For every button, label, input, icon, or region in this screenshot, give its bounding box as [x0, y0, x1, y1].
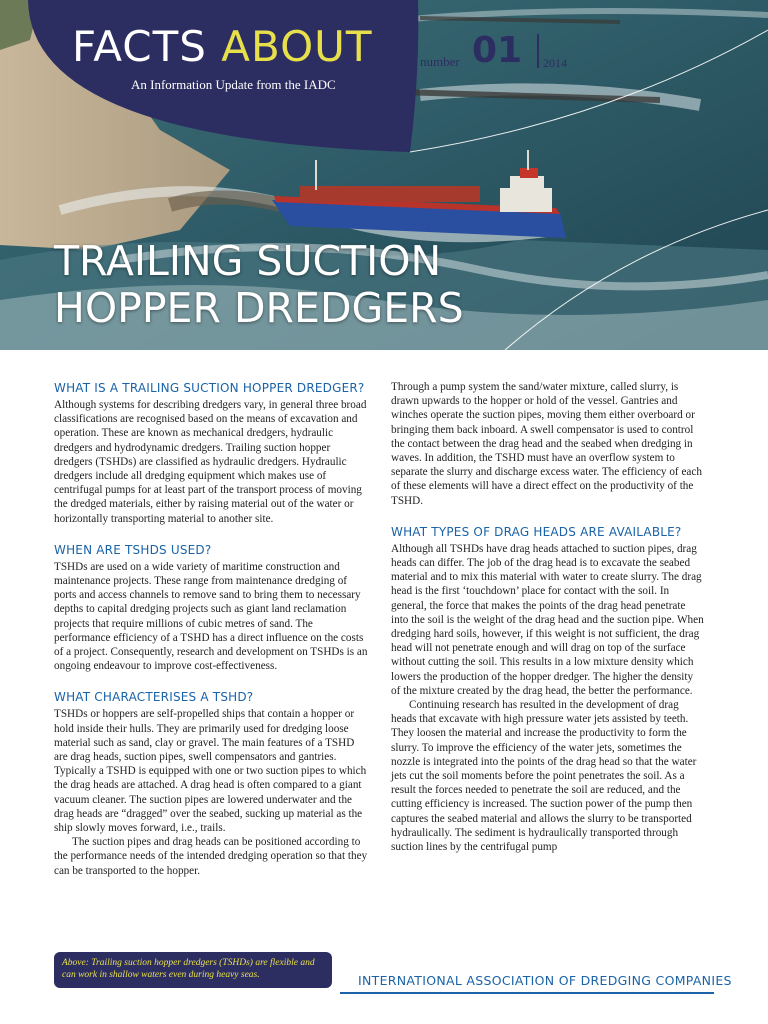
- section-body-pump-system: Through a pump system the sand/water mixture, called slurry, is drawn upwards to the hopper or hold of the vessel. Gantries and winches operate the suction pipes, moving them either overboard or bringing them back inboard. A swell compensator is used to control the contact between the drag head and the seabed when dredging in waves. In addition, the TSHD must have an overflow system to separate the slurry and discharge excess water. The efficiency of each of these elements will have a direct effect on the productivity of the TSHD.: [391, 381, 702, 507]
- section-heading-when-used: WHEN ARE TSHDS USED?: [54, 542, 212, 557]
- photo-caption: Above: Trailing suction hopper dredgers (TSHDs) are flexible and can work in shallow waters even during heavy seas.: [54, 952, 332, 988]
- issue-label: number: [420, 54, 460, 69]
- section-body-drag-heads-2: Continuing research has resulted in the development of drag heads that excavate with high pressure water jets assisted by teeth. They loosen the material and increase the productivity to form the slurry. To improve the efficiency of the water jets, sometimes the nozzle is integrated into the points of the drag head so that the water jets cut the soil moments before the point penetrates the soil. As a result the forces needed to penetrate the soil are reduced, and the cutting efficiency is increased. The suction power of the pump then captures the seabed material and allows the slurry to be transported hydraulically. The sediment is hydraulically transported through suction lines by the centrifugal pump: [391, 699, 697, 854]
- right-column: [391, 380, 705, 854]
- footer-rule: [340, 992, 714, 994]
- section-body-characterises-2: The suction pipes and drag heads can be positioned according to the performance needs of the intended dredging operation so that they can be transported to the hopper.: [54, 836, 368, 877]
- hero-title: [54, 238, 464, 332]
- masthead-title: [72, 22, 373, 72]
- section-body-drag-heads: Although all TSHDs have drag heads attached to suction pipes, drag heads can differ. The job of the drag head is to excavate the seabed material and to mix this material with water to create slurry. The drag head is the first ‘touchdown’ place for contact with the soil. In general, the force that makes the points of the drag head penetrate into the soil is the weight of the drag head and the suction pipe. When dredging hard soils, however, if this weight is not sufficient, the drag head will not penetrate enough and will drag on top of the surface without cutting the soil. This results in a low mixture density which lowers the production of the hopper dredger. The higher the density of the mixture created by the drag head, the better the performance.: [391, 542, 704, 697]
- issue-number: 01: [472, 30, 523, 71]
- hero-title-line-2: HOPPER DREDGERS: [54, 284, 464, 332]
- section-heading-what-is: WHAT IS A TRAILING SUCTION HOPPER DREDGER?: [54, 381, 365, 395]
- section-body-characterises: TSHDs or hoppers are self-propelled ships that contain a hopper or hold inside their hulls. They are primarily used for dredging loose material such as sand, clay or gravel. The main features of a TSHD are drag heads, suction pipes, swell compensators and gantries. Typically a TSHD is equipped with one or two suction pipes to which the drag heads are attached. A drag head is often compared to a giant vacuum cleaner. The suction pipes are lowered underwater and the drag heads are “dragged” over the seabed, sucking up material as the ship slowly moves forward, i.e., trails.: [54, 708, 367, 835]
- section-body-what-is: Although systems for describing dredgers vary, in general three broad classifications are recognised based on the means of excavation and operation. These are known as mechanical dredgers, hydraulic dredgers and hydrodynamic dredgers. Trailing suction hopper dredgers (TSHDs) are classified as hydraulic dredgers. Hydraulic dredgers include all dredging equipment which makes use of centrifugal pumps for at least part of the transport process of moving the dredged materials, either by raising material out of the water or horizontally transporting material to another site.: [54, 399, 367, 525]
- footer-organization: INTERNATIONAL ASSOCIATION OF DREDGING COMPANIES: [358, 973, 732, 988]
- section-heading-characterises: WHAT CHARACTERISES A TSHD?: [54, 690, 254, 705]
- issue-divider: [537, 34, 539, 68]
- cover-photo: [0, 0, 768, 350]
- hero-title-line-1: TRAILING SUCTION: [54, 237, 442, 285]
- left-column: [54, 380, 368, 878]
- masthead-title-about: ABOUT: [221, 22, 373, 71]
- section-body-when-used: TSHDs are used on a wide variety of maritime construction and maintenance projects. These range from maintenance dredging of ports and access channels to remove sand to bring them to necessary depths to capital dredging projects such as giant land reclamation projects that require millions of cubic metres of sand. The performance efficiency of a TSHD has a direct influence on the costs of a project. Consequently, research and development on TSHDs is an ongoing endeavour to improve cost-effectiveness.: [54, 560, 368, 673]
- issue-year: 2014: [543, 56, 567, 70]
- masthead-title-facts: FACTS: [72, 22, 207, 71]
- masthead-subtitle: An Information Update from the IADC: [131, 77, 336, 92]
- section-heading-drag-heads: WHAT TYPES OF DRAG HEADS ARE AVAILABLE?: [391, 524, 682, 539]
